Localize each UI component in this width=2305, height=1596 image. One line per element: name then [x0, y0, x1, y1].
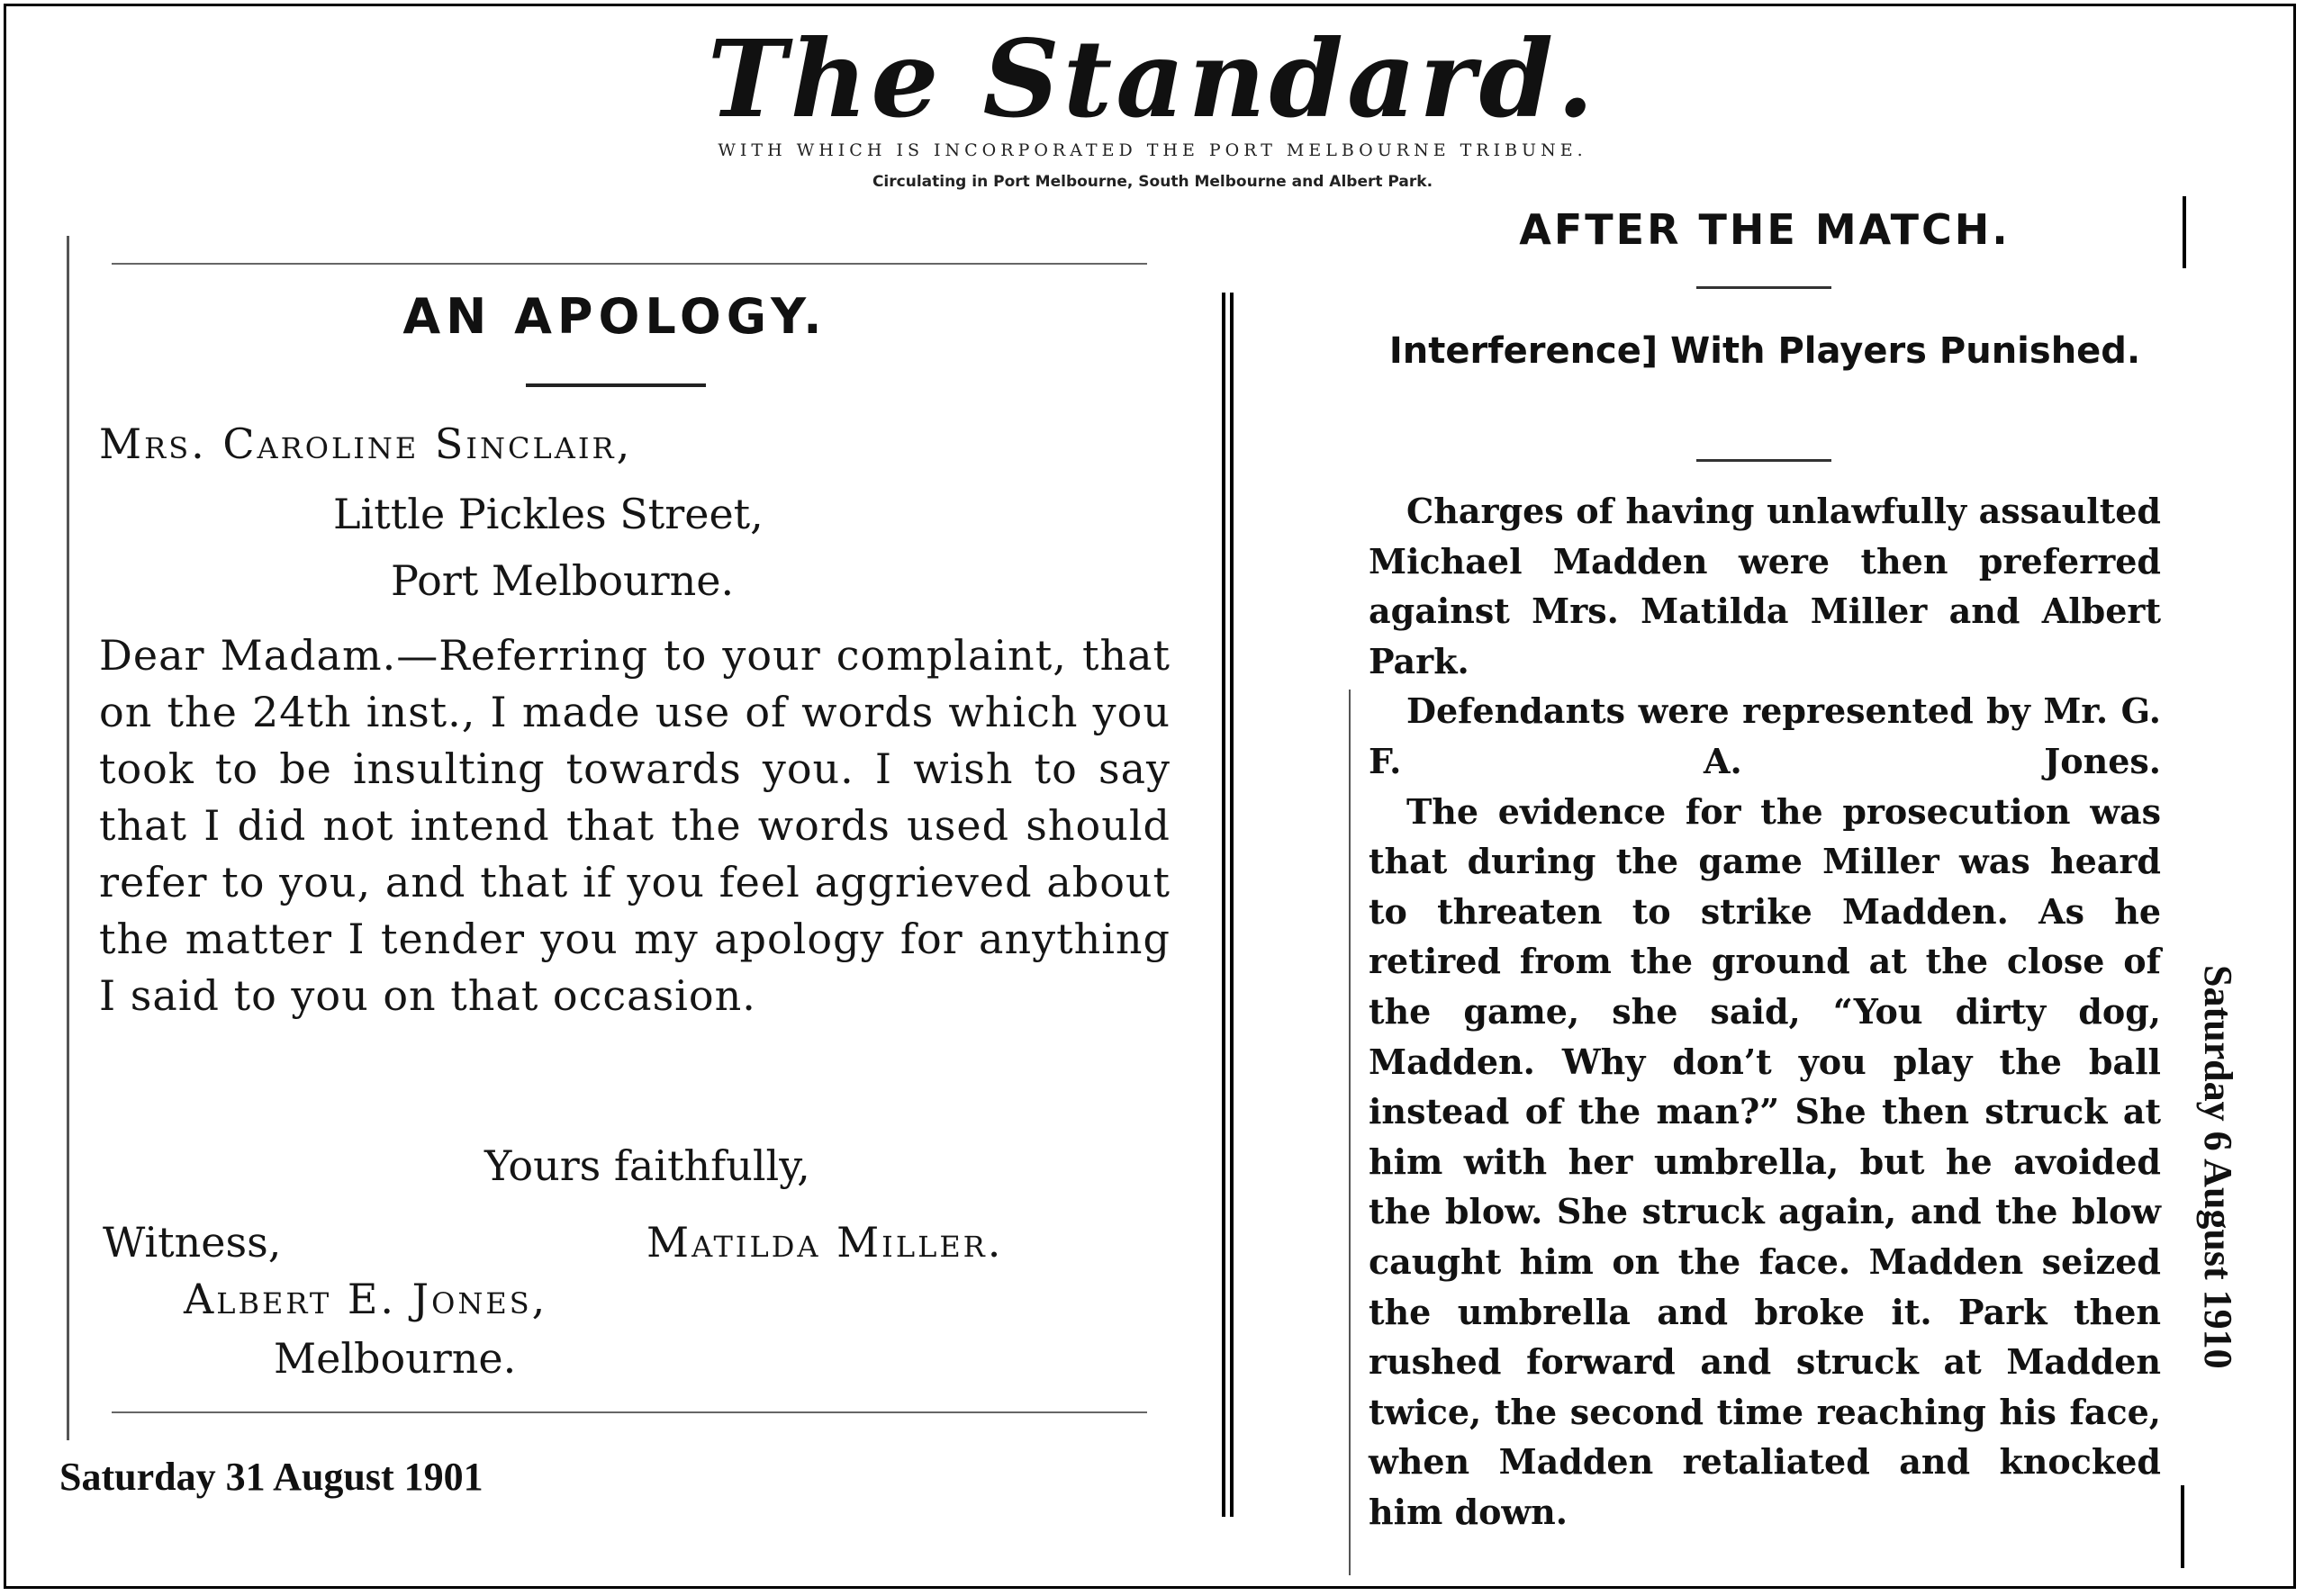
bottom-rule: [112, 1411, 1147, 1413]
paragraph: Charges of having unlawfully assaulted Michael Madden were then preferred against Mrs. Matilda Miller and Albert Park.: [1369, 491, 2161, 681]
paragraph: Defendants were represented by Mr. G. F. A. Jones.: [1369, 690, 2161, 781]
match-subhead: Interference] With Players Punished.: [1388, 330, 2141, 372]
headline-rule: [1696, 286, 1831, 289]
clipping-left-edge: [67, 236, 69, 1440]
top-rule: [112, 263, 1147, 265]
paragraph: The evidence for the prosecution was that during the game Miller was heard to threaten to strike Madden. As he retired from the ground at the close of the game, she said, “You dirty dog, Madden. Why don’t you play the ball instead of the man?” She then struck at him with her umbrella, but he avoided the blow. She struck again, and the blow caught him on the face. Madden seized the umbrella and broke it. Park then rushed forward and struck at Madden twice, the second time reaching his face, when Madden retaliated and knocked him down.: [1369, 790, 2161, 1532]
title-underline: [526, 383, 706, 387]
match-headline: AFTER THE MATCH.: [1519, 205, 2011, 254]
apology-clipping: [67, 236, 1171, 1440]
masthead-title: The Standard.: [707, 16, 1598, 141]
column-divider-left: [1222, 293, 1225, 1517]
closing: Yours faithfully,: [484, 1141, 810, 1190]
subhead-rule: [1696, 459, 1831, 462]
match-date: Saturday 6 August 1910: [2196, 965, 2240, 1369]
match-body: [1369, 486, 2161, 1537]
apology-date: Saturday 31 August 1901: [59, 1455, 484, 1499]
apology-body: Dear Madam.—Referring to your complaint, that on the 24th inst., I made use of words which you took to be insulting towards you. I wish to say that I did not intend that the words used should refer to you, and that if you feel aggrieved about the matter I tender you my apology for anything I said to you on that occasion.: [99, 631, 1171, 1020]
signatory: Matilda Miller.: [646, 1218, 1004, 1267]
column-divider-right: [1230, 293, 1234, 1517]
apology-title: AN APOLOGY.: [402, 288, 827, 345]
witness-name: Albert E. Jones,: [184, 1275, 548, 1323]
clipping-edge-mark: [2183, 196, 2186, 268]
match-clipping: [1342, 189, 2170, 1575]
masthead-circulation: Circulating in Port Melbourne, South Melbourne and Albert Park.: [872, 173, 1433, 191]
address-town: Port Melbourne.: [391, 556, 735, 605]
address-street: Little Pickles Street,: [333, 490, 764, 538]
witness-town: Melbourne.: [274, 1334, 517, 1383]
clipping-left-edge: [1349, 690, 1351, 1575]
masthead-subtitle: WITH WHICH IS INCORPORATED THE PORT MELBOURNE TRIBUNE.: [718, 140, 1587, 160]
clipping-edge-mark: [2181, 1485, 2184, 1568]
witness-label: Witness,: [103, 1218, 282, 1267]
addressee: Mrs. Caroline Sinclair,: [99, 419, 633, 468]
